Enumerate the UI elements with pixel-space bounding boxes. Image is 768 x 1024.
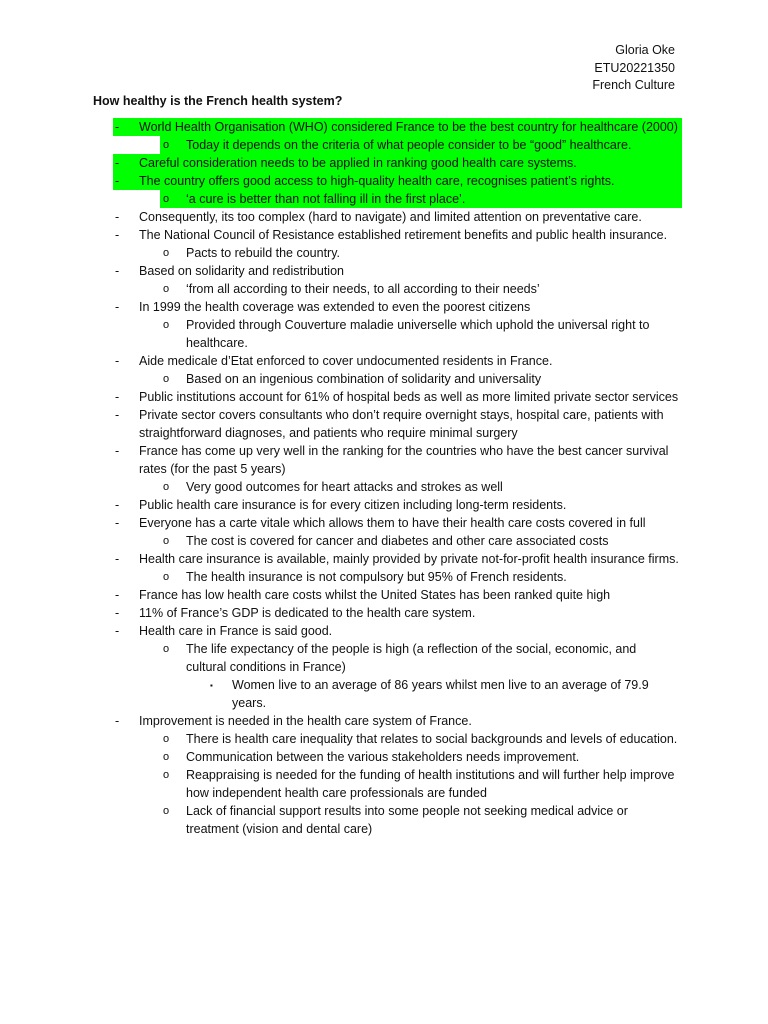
bullet-marker: - [115,390,120,404]
bullet-marker: o [163,139,170,151]
list-item [0,226,768,244]
bullet-marker: - [115,408,120,422]
bullet-marker: - [115,498,120,512]
bullet-marker: - [115,552,120,566]
list-item [0,172,768,190]
list-item-text: ‘a cure is better than not falling ill in the first place’. [186,192,466,206]
list-item [0,748,768,766]
list-item [0,388,768,406]
bullet-marker: o [163,247,170,259]
list-item-text: Communication between the various stakeholders needs improvement. [186,750,580,764]
list-item-text: The National Council of Resistance established retirement benefits and public health insurance. [139,228,668,242]
list-item [0,154,768,172]
bullet-marker: o [163,319,170,331]
list-item [0,586,768,604]
list-item-text: There is health care inequality that relates to social backgrounds and levels of education. [186,732,678,746]
document-title: How healthy is the French health system? [93,94,343,108]
bullet-marker: - [115,120,120,134]
list-item-text: In 1999 the health coverage was extended to even the poorest citizens [139,300,531,314]
bullet-marker: - [115,156,120,170]
list-item [0,640,768,676]
list-item-text: The life expectancy of the people is high (a reflection of the social, economic, and cultural conditions in France) [186,642,637,674]
list-item [0,568,768,586]
list-item-text: Based on solidarity and redistribution [139,264,344,278]
list-item-text: Public health care insurance is for every citizen including long-term residents. [139,498,567,512]
author-name: Gloria Oke [615,43,675,57]
list-item [0,532,768,550]
bullet-marker: ▪ [210,681,213,690]
list-item [0,676,768,712]
list-item [0,604,768,622]
list-item [0,712,768,730]
list-item-text: Health care in France is said good. [139,624,333,638]
list-item-text: Private sector covers consultants who don’t require overnight stays, hospital care, patients with straightforward diagnoses, and patients who require minimal surgery [139,408,664,440]
bullet-marker: o [163,481,170,493]
list-item-text: Reappraising is needed for the funding of health institutions and will further help improve how independent health care professionals are funded [186,768,675,800]
course-name: French Culture [592,78,675,92]
bullet-marker: - [115,444,120,458]
list-item-text: Based on an ingenious combination of solidarity and universality [186,372,542,386]
list-item [0,262,768,280]
bullet-marker: - [115,228,120,242]
list-item-text: Women live to an average of 86 years whilst men live to an average of 79.9 years. [232,678,649,710]
list-item-text: The country offers good access to high-quality health care, recognises patient’s rights. [139,174,615,188]
list-item [0,316,768,352]
list-item-text: Today it depends on the criteria of what people consider to be “good” healthcare. [186,138,632,152]
student-id: ETU20221350 [594,60,675,75]
bullet-marker: o [163,751,170,763]
list-item-text: Improvement is needed in the health care system of France. [139,714,472,728]
bullet-marker: - [115,210,120,224]
bullet-marker: - [115,714,120,728]
list-item-text: The health insurance is not compulsory but 95% of French residents. [186,570,567,584]
bullet-marker: - [115,624,120,638]
bullet-marker: - [115,264,120,278]
list-item [0,442,768,478]
bullet-marker: o [163,571,170,583]
list-item-text: Consequently, its too complex (hard to navigate) and limited attention on preventative care. [139,210,642,224]
bullet-marker: o [163,535,170,547]
list-item [0,244,768,262]
list-item [0,280,768,298]
list-item-text: France has come up very well in the ranking for the countries who have the best cancer survival rates (for the past 5 years) [139,444,669,476]
list-item-text: 11% of France’s GDP is dedicated to the health care system. [139,606,476,620]
list-item-text: Everyone has a carte vitale which allows them to have their health care costs covered in full [139,516,646,530]
list-item [0,136,768,154]
list-item [0,496,768,514]
bullet-marker: o [163,283,170,295]
bullet-marker: o [163,643,170,655]
bullet-marker: o [163,769,170,781]
bullet-marker: - [115,300,120,314]
notes-list [0,118,768,838]
list-item-text: France has low health care costs whilst the United States has been ranked quite high [139,588,611,602]
list-item-text: The cost is covered for cancer and diabetes and other care associated costs [186,534,609,548]
list-item [0,370,768,388]
list-item [0,118,768,136]
list-item [0,514,768,532]
bullet-marker: - [115,354,120,368]
bullet-marker: - [115,174,120,188]
list-item-text: ‘from all according to their needs, to all according to their needs’ [186,282,540,296]
list-item [0,406,768,442]
list-item-text: Careful consideration needs to be applied in ranking good health care systems. [139,156,577,170]
list-item-text: Health care insurance is available, mainly provided by private not-for-profit health insurance firms. [139,552,679,566]
list-item-text: Public institutions account for 61% of hospital beds as well as more limited private sector services [139,390,679,404]
bullet-marker: - [115,588,120,602]
list-item [0,730,768,748]
bullet-marker: - [115,516,120,530]
bullet-marker: - [115,606,120,620]
list-item [0,478,768,496]
list-item [0,190,768,208]
list-item [0,766,768,802]
bullet-marker: o [163,733,170,745]
list-item [0,550,768,568]
bullet-marker: o [163,193,170,205]
list-item [0,208,768,226]
list-item-text: Aide medicale d’Etat enforced to cover undocumented residents in France. [139,354,553,368]
bullet-marker: o [163,805,170,817]
list-item-text: Very good outcomes for heart attacks and strokes as well [186,480,503,494]
list-item-text: World Health Organisation (WHO) considered France to be the best country for healthcare (2000) [139,120,678,134]
list-item [0,352,768,370]
list-item-text: Pacts to rebuild the country. [186,246,341,260]
list-item [0,622,768,640]
list-item-text: Lack of financial support results into some people not seeking medical advice or treatment (vision and dental care) [186,804,628,836]
bullet-marker: o [163,373,170,385]
author-header [592,42,675,95]
list-item [0,298,768,316]
list-item-text: Provided through Couverture maladie universelle which uphold the universal right to healthcare. [186,318,650,350]
list-item [0,802,768,838]
